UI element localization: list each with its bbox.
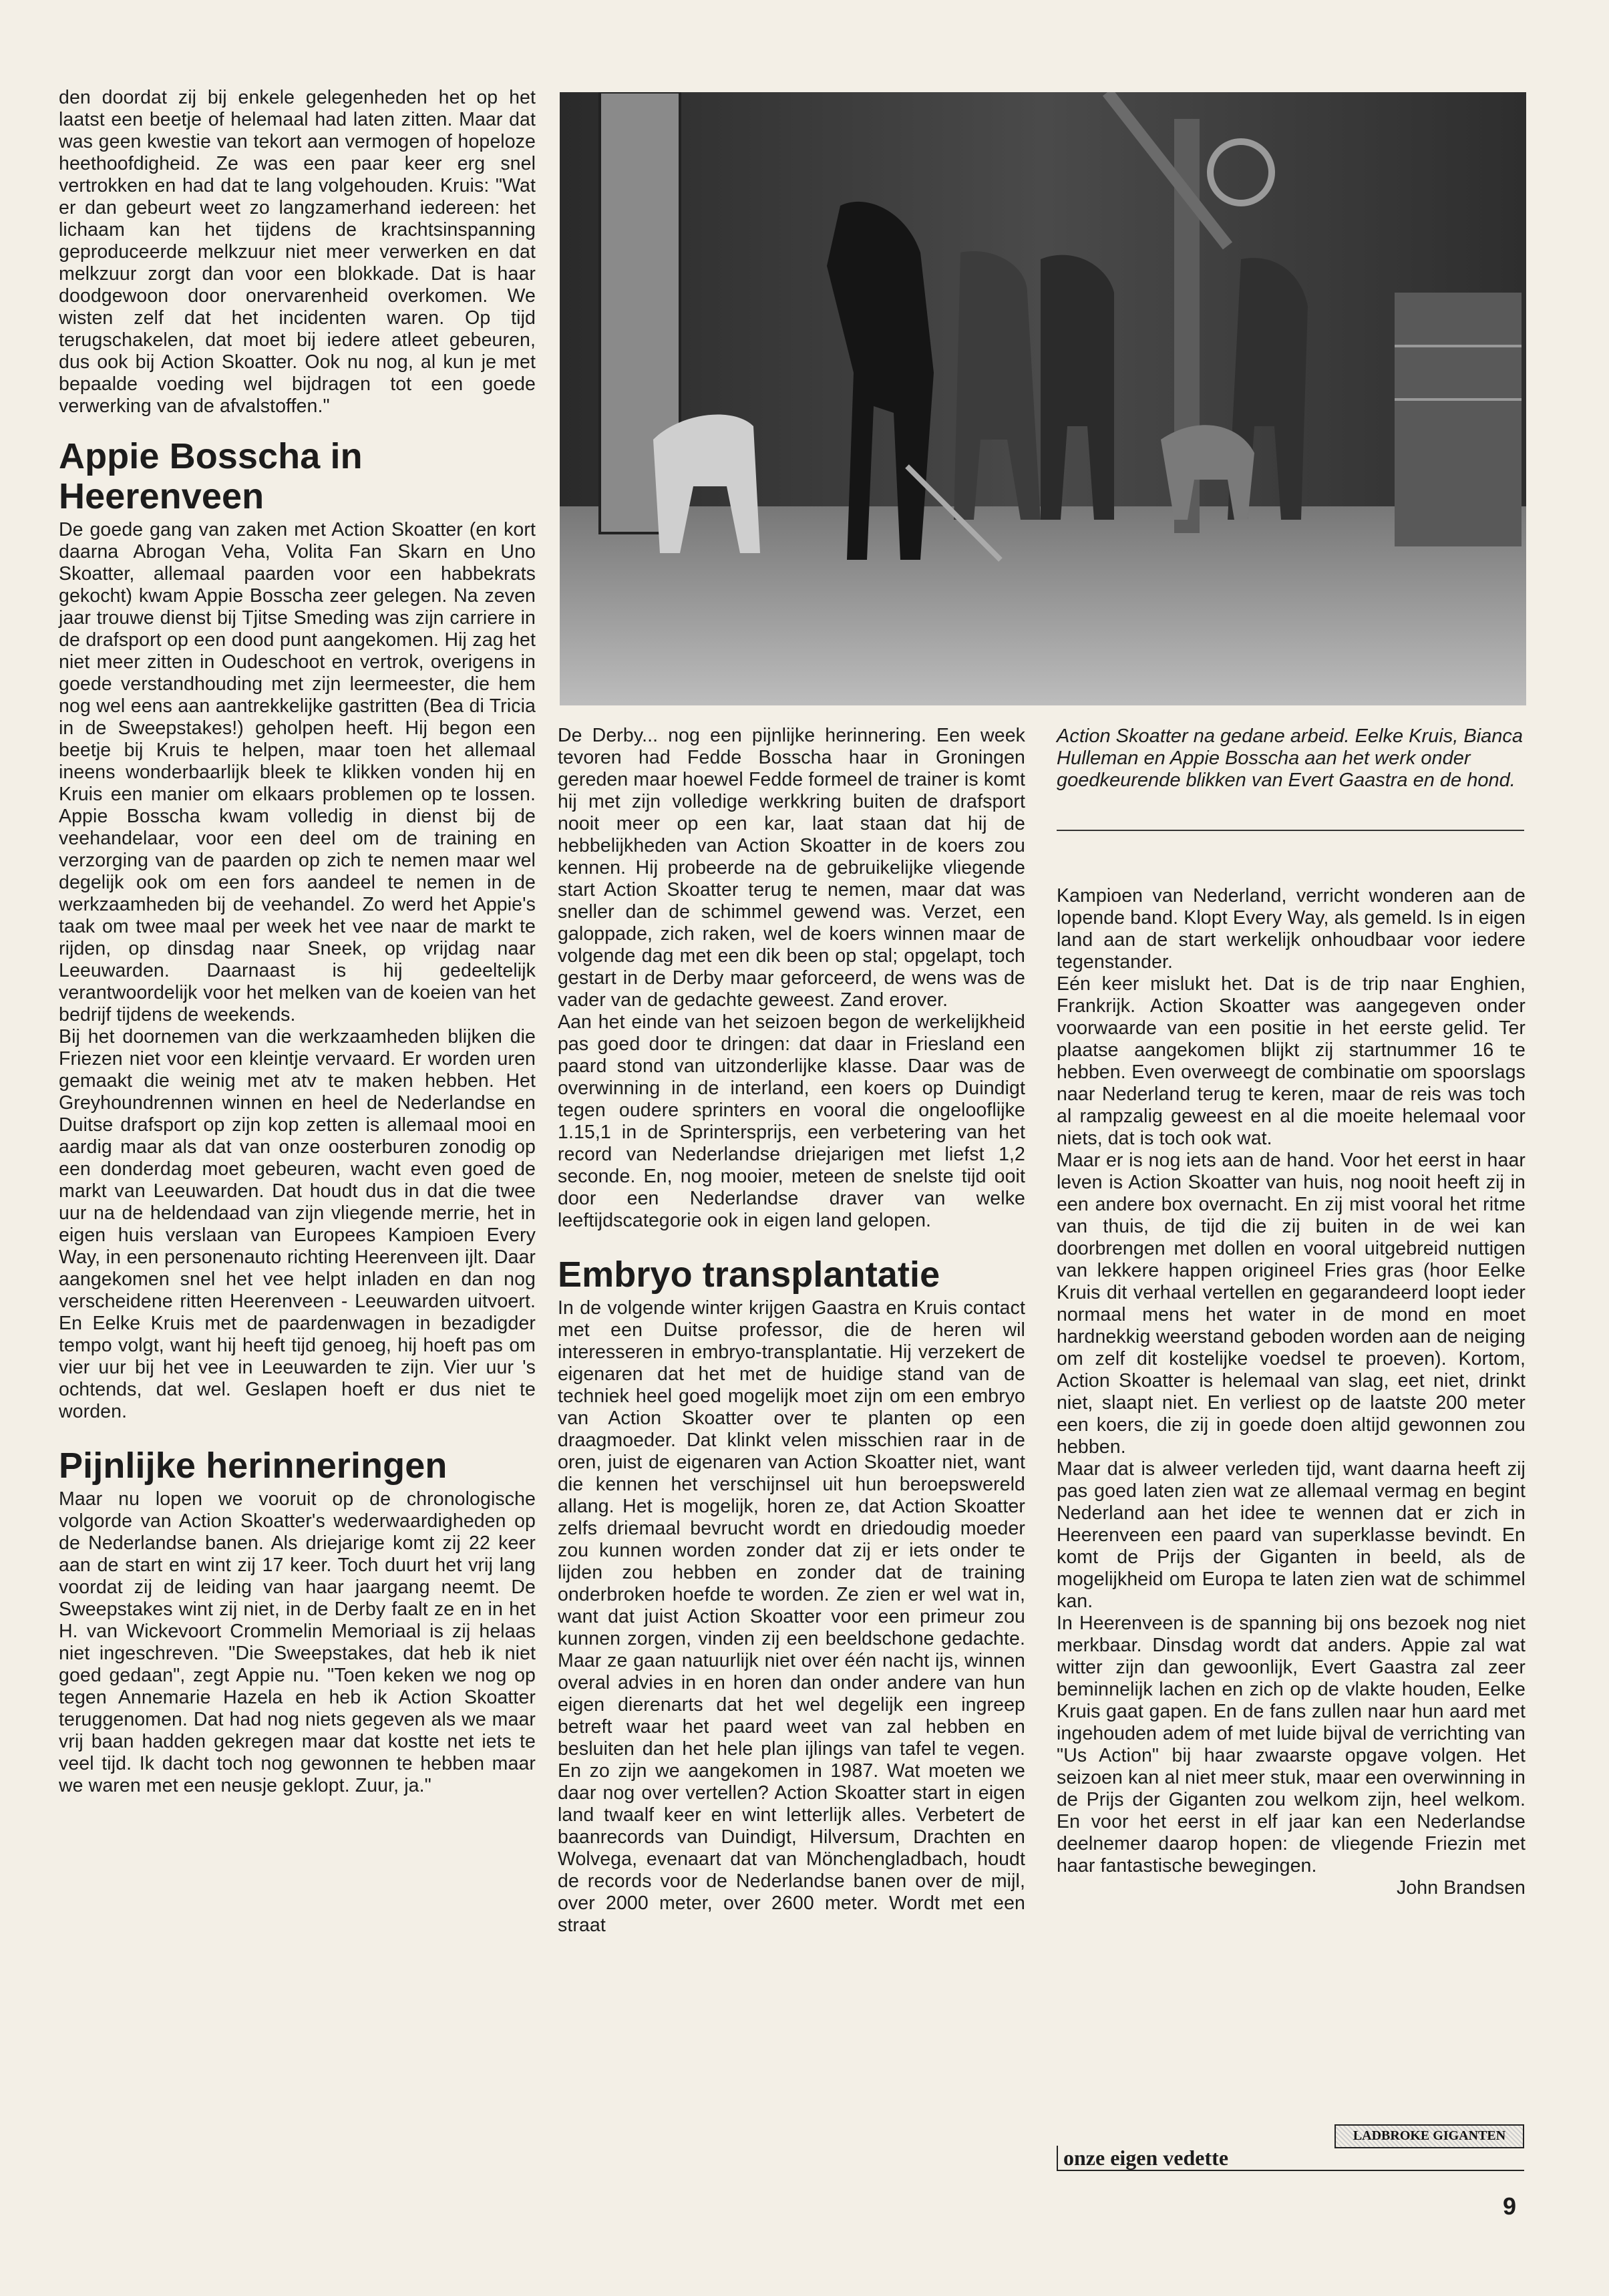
caption-rule <box>1057 830 1524 831</box>
footer-label <box>1057 2124 1524 2171</box>
heading-embryo-transplantatie: Embryo transplantatie <box>558 1255 940 1295</box>
stable-photo-illustration <box>560 92 1526 705</box>
author-signature: John Brandsen <box>1396 1877 1526 1899</box>
column-2 <box>558 725 1025 1937</box>
heading-pijnlijke-herinneringen: Pijnlijke herinneringen <box>59 1446 448 1486</box>
footer-rule <box>1057 2170 1524 2171</box>
col3-paragraph-4: Maar dat is alweer verleden tijd, want daarna heeft zij pas goed laten zien wat ze allemaal vermag en begint Nederland aan het idee te wennen dat er zich in Heerenveen een paard van superklasse bevindt. En komt de Prijs der Giganten in beeld, als de mogelijkheid om Europa te laten zien wat de schimmel kan. <box>1057 1458 1526 1612</box>
column-1 <box>59 87 536 1797</box>
col3-paragraph-3: Maar er is nog iets aan de hand. Voor het eerst in haar leven is Action Skoatter van huis, nog nooit heeft zij in een andere box overnacht. En zij mist vooral het ritme van thuis, de tijd die zij buiten in de wei kan doorbrengen met dollen en vooral uitgebreid nuttigen van lekkere happen origineel Fries gras (hoor Eelke Kruis dit verhaal vertellen en gegarandeerd loopt ieder normaal mens het water in de mond en moet hardnekkig weerstand geboden worden aan de neiging om zelf dit kostelijke voedsel te proeven). Kortom, Action Skoatter is helemaal van slag, eet niet, drinkt niet, slaapt niet. En verliest op de laatste 200 meter een koers, die zij in goede doen altijd gewonnen zou hebben. <box>1057 1150 1526 1458</box>
col1-paragraph-4: Maar nu lopen we vooruit op de chronologische volgorde van Action Skoatter's wederwaardigheden op de Nederlandse banen. Als driejarige komt zij 22 keer aan de start en wint zij 17 keer. Toch duurt het vrij lang voordat zij de leiding van haar jaargang neemt. De Sweepstakes wint zij niet, in de Derby faalt ze en in het H. van Wickevoort Crommelin Memoriaal is zij helaas niet ingeschreven. "Die Sweepstakes, dat heb ik niet goed gedaan", zegt Appie nu. "Toen keken we nog op tegen Annemarie Hazela en heb ik Action Skoatter teruggenomen. Dat had nog niets gegeven als we maar vrij baan hadden gekregen maar dat kostte net iets te veel tijd. Ik dacht toch nog gewonnen te hebben maar we waren met een neusje geklopt. Zuur, ja." <box>59 1488 536 1796</box>
col3-paragraph-1: Kampioen van Nederland, verricht wonderen aan de lopende band. Klopt Every Way, als gemeld. Is in eigen land aan de start werkelijk onhoudbaar voor iedere tegenstander. <box>1057 885 1526 973</box>
col3-paragraph-2: Eén keer mislukt het. Dat is de trip naar Enghien, Frankrijk. Action Skoatter was aangegeven onder voorwaarde van een positie in het eerste gelid. Ter plaatse aangekomen blijkt zij startnummer 16 te hebben. Even overweegt de combinatie om spoorslags naar Nederland terug te keren, maar de reis was toch al rampzalig geweest en al die moeite helemaal voor niets, dat is toch ook wat. <box>1057 973 1526 1149</box>
col2-paragraph-2: Aan het einde van het seizoen begon de werkelijkheid pas goed door te dringen: dat daar in Friesland een paard stond van uitzonderlijke klasse. Daar was de overwinning in de interland, een koers op Duindigt tegen oudere sprinters en vooral die ongelooflijke 1.15,1 in de Sprintersprijs, een verbetering van het record van Nederlandse driejarigen met liefst 1,2 seconde. En, nog mooier, meteen de snelste tijd ooit door een Nederlandse draver van welke leeftijdscategorie ook in eigen land gelopen. <box>558 1011 1025 1231</box>
col1-paragraph-2: De goede gang van zaken met Action Skoatter (en kort daarna Abrogan Veha, Volita Fan Skarn en Uno Skoatter, allemaal paarden voor een habbekrats gekocht) kwam Appie Bosscha zeer gelegen. Na zeven jaar trouwe dienst bij Tjitse Smeding was zijn carriere in de drafsport op een dood punt aangekomen. Hij zag het niet meer zitten in Oudeschoot en vertrok, overigens in goede verstandhouding met zijn leermeester, die hem nog wel eens aan aantrekkelijke gastritten (Bea di Tricia in de Sweepstakes!) geholpen heeft. Hij begon een beetje bij Kruis te helpen, maar toen het allemaal ineens wonderbaarlijk bleek te klikken vonden hij en Kruis een manier om elkaars problemen op te lossen. Appie Bosscha kwam volledig in dienst bij de veehandelaar, voor een deel om de training en verzorging van de paarden op zich te nemen maar wel degelijk ook om een fors aandeel te nemen in de werkzaamheden bij de veehandel. Zo werd het Appie's taak om twee maal per week het vee naar de markt te rijden, op dinsdag naar Sneek, op vrijdag naar Leeuwarden. Daarnaast is hij gedeeltelijk verantwoordelijk voor het melken van de koeien van het bedrijf tijdens de weekends. <box>59 519 536 1025</box>
heading-appie-bosscha: Appie Bosscha in Heerenveen <box>59 436 363 516</box>
col3-paragraph-5: In Heerenveen is de spanning bij ons bezoek nog niet merkbaar. Dinsdag wordt dat anders. Appie zal wat witter zijn dan gewoonlijk, Evert Gaastra zal zeer beminnelijk lachen en zich op de vlakte houden, Eelke Kruis gaat gapen. En de fans zullen naar hun aard met ingehouden adem of met luide bijval de verrichting van "Us Action" bij haar zwaarste opgave volgen. Het seizoen kan al niet meer stuk, maar een overwinning in de Prijs der Giganten zou welkom zijn, heel welkom. En voor het eerst in elf jaar kan een Nederlandse deelnemer daarop hopen: de vliegende Friezin met haar fantastische bewegingen. <box>1057 1613 1526 1876</box>
col1-paragraph-3: Bij het doornemen van die werkzaamheden blijken die Friezen niet voor een kleintje vervaard. Er worden uren gemaakt die weinig met atv te maken hebben. Het Greyhoundrennen winnen en heel de Nederlandse en Duitse drafsport op zijn kop zetten is allemaal mooi en aardig maar als dat van onze oosterburen zonodig op een donderdag moet gebeuren, wacht even goed de markt van Leeuwarden. Dat houdt dus in dat die twee uur na de heldendaad van zijn vliegende merrie, het in eigen huis verslaan van Europees Kampioen Every Way, in een personenauto richting Heerenveen ijlt. Daar aangekomen snel het vee helpt inladen en dan nog verscheidene ritten Heerenveen - Leeuwarden uitvoert. En Eelke Kruis met de paardenwagen in bezadigder tempo volgt, want hij heeft tijd genoeg, hij hoeft pas om vier uur bij het vee in Leeuwarden te zijn. Vier uur 's ochtends, dat wel. Geslapen hoeft er dus niet te worden. <box>59 1026 536 1422</box>
col2-paragraph-1: De Derby... nog een pijnlijke herinnering. Een week tevoren had Fedde Bosscha haar in Groningen gereden maar hoewel Fedde formeel de trainer is komt hij met zijn volledige werkkring buiten de drafsport nooit meer op een kar, laat staan dat hij de hebbelijkheden van Action Skoatter in de koers zou kennen. Hij probeerde na de gebruikelijke vliegende start Action Skoatter terug te nemen, maar dat was sneller dan de schimmel gewend was. Verzet, een galoppade, zich raken, wel de koers winnen maar de volgende dag met een dik been op stal; opgelapt, toch gestart in de Derby maar geforceerd, de wens was de vader van de gedachte geweest. Zand erover. <box>558 725 1025 1011</box>
footer-brand: LADBROKE GIGANTEN <box>1334 2124 1524 2148</box>
page-number: 9 <box>1503 2192 1517 2220</box>
col1-paragraph-1: den doordat zij bij enkele gelegenheden het op het laatst een beetje of helemaal had laten zitten. Maar dat was geen kwestie van tekort aan vermogen of hopeloze heethoofdigheid. Ze was een paar keer erg snel vertrokken en had dat te lang volgehouden. Kruis: "Wat er dan gebeurt weet zo langzamerhand iedereen: het lichaam kan het tijdens de krachtsinspanning geproduceerde melkzuur niet meer verwerken en dat melkzuur zorgt dan voor een blokkade. Dat is haar doodgewoon door onervarenheid overkomen. We wisten zelf dat het incidenten waren. Op tijd terugschakelen, dat moet bij iedere atleet gebeuren, dus ook bij Action Skoatter. Ook nu nog, al kun je met bepaalde voeding wel bijdragen tot een goede verwerking van de afvalstoffen." <box>59 87 536 417</box>
stable-photo <box>560 92 1526 705</box>
column-3 <box>1057 885 1526 1899</box>
col2-paragraph-3: In de volgende winter krijgen Gaastra en Kruis contact met een Duitse professor, die de heren wil interesseren in embryo-transplantatie. Hij verzekert de eigenaren dat het met de huidige stand van de techniek heel goed mogelijk moet zijn om een embryo van Action Skoatter over te planten op een draagmoeder. Dat klinkt velen misschien raar in de oren, juist de eigenaren van Action Skoatter niet, want die kennen het verschijnsel uit hun beroepswereld allang. Het is mogelijk, horen ze, dat Action Skoatter zelfs driemaal bevrucht wordt en driedoudig moeder zou kunnen worden zonder dat zij er iets onder te lijden zou hebben en zonder dat de training onderbroken hoefde te worden. Ze zien er wel wat in, want dat juist Action Skoatter voor een primeur zou kunnen zorgen, vinden zij een beeldschone gedachte. Maar ze gaan natuurlijk niet over één nacht ijs, winnen overal advies in en horen dan onder andere van hun eigen dierenarts dat het wel degelijk een ingreep betreft waar het paard weet van zal hebben en besluiten dan het hele plan ijlings van tafel te vegen. En zo zijn we aangekomen in 1987. Wat moeten we daar nog over vertellen? Action Skoatter start in eigen land twaalf keer en wint letterlijk alles. Verbetert de baanrecords van Duindigt, Hilversum, Drachten en Wolvega, evenaart dat van Mönchengladbach, houdt de records voor de Nederlandse banen over de mijl, over 2000 meter, over 2600 meter. Wordt met een straat <box>558 1297 1025 1936</box>
footer-title: onze eigen vedette <box>1057 2146 1228 2170</box>
photo-caption: Action Skoatter na gedane arbeid. Eelke Kruis, Bianca Hulleman en Appie Bosscha aan het werk onder goedkeurende blikken van Evert Gaastra en de hond. <box>1057 725 1524 791</box>
